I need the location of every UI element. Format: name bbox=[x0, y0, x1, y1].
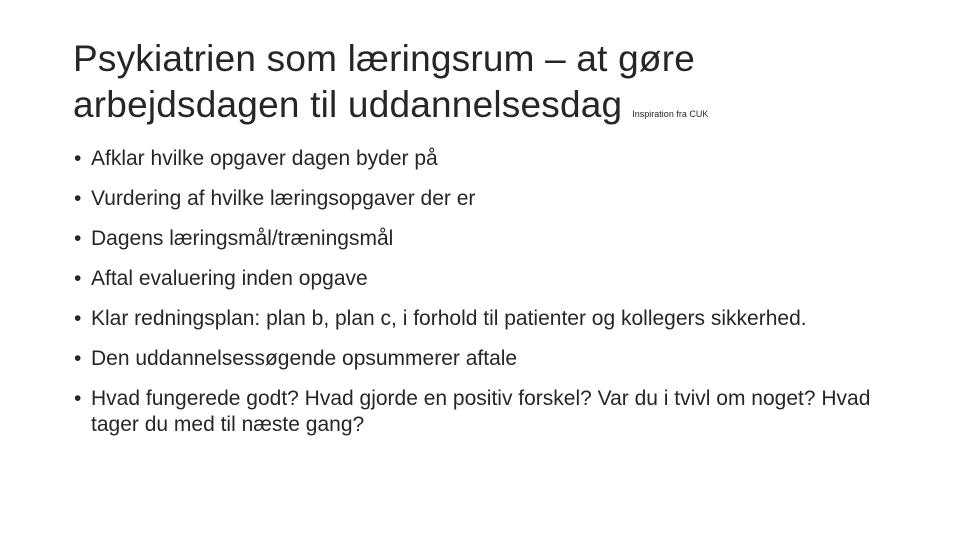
bullet-dot: • bbox=[74, 387, 82, 410]
bullet-dot: • bbox=[74, 307, 82, 330]
bullet-item bbox=[74, 186, 874, 212]
bullet-item bbox=[74, 146, 874, 172]
bullet-dot: • bbox=[74, 347, 82, 370]
bullet-item bbox=[74, 226, 874, 252]
title-line-2 bbox=[73, 82, 913, 128]
slide-title bbox=[73, 36, 913, 128]
bullet-dot: • bbox=[74, 227, 82, 250]
bullet-dot: • bbox=[74, 147, 82, 170]
bullet-dot: • bbox=[74, 187, 82, 210]
bullet-item bbox=[74, 306, 874, 332]
bullet-dot: • bbox=[74, 267, 82, 290]
bullet-text: Hvad fungerede godt? Hvad gjorde en positiv forskel? Var du i tvivl om noget? Hvad tager du med til næste gang? bbox=[91, 387, 871, 436]
bullet-item bbox=[74, 386, 874, 438]
bullet-text: Den uddannelsessøgende opsummerer aftale bbox=[91, 347, 518, 370]
bullet-text: Vurdering af hvilke læringsopgaver der er bbox=[91, 187, 476, 210]
bullet-list bbox=[74, 146, 874, 452]
title-source-note: Inspiration fra CUK bbox=[632, 109, 709, 119]
bullet-text: Dagens læringsmål/træningsmål bbox=[91, 227, 394, 250]
bullet-text: Aftal evaluering inden opgave bbox=[91, 267, 368, 290]
bullet-item bbox=[74, 346, 874, 372]
bullet-text: Afklar hvilke opgaver dagen byder på bbox=[91, 147, 438, 170]
title-line-1: Psykiatrien som læringsrum – at gøre bbox=[73, 38, 695, 79]
bullet-text: Klar redningsplan: plan b, plan c, i forhold til patienter og kollegers sikkerhed. bbox=[91, 307, 807, 330]
title-line-2-text: arbejdsdagen til uddannelsesdag bbox=[73, 84, 623, 125]
bullet-item bbox=[74, 266, 874, 292]
